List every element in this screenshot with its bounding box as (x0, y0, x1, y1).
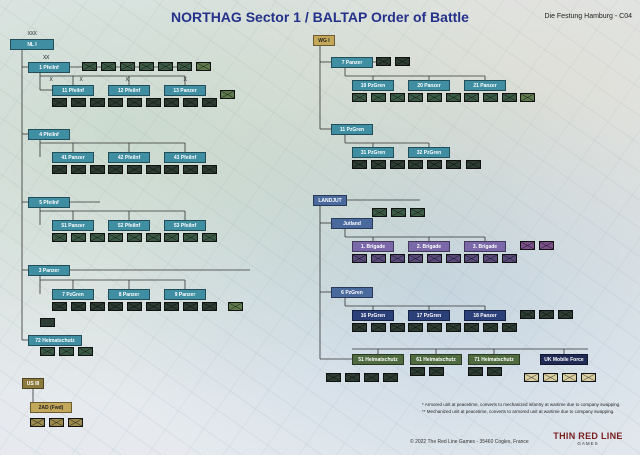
unit-symbol[interactable] (164, 165, 179, 174)
unit-symbol[interactable] (383, 373, 398, 382)
unit-symbol[interactable] (52, 165, 67, 174)
brigade-52[interactable]: 52 Pfeilnf (108, 220, 150, 231)
heimatschutz-72[interactable]: 72 Heimatschutz (28, 335, 82, 346)
unit-symbol[interactable] (352, 323, 367, 332)
unit-symbol[interactable] (539, 310, 554, 319)
unit-symbol[interactable] (127, 165, 142, 174)
brigade-13[interactable]: 13 Panzer (164, 85, 206, 96)
unit-symbol[interactable] (364, 373, 379, 382)
unit-symbol[interactable] (59, 347, 74, 356)
note-mechanized: ** Mechanized unit at peacetime, converts to armored unit at wartime due to company swapping. (422, 409, 615, 414)
unit-symbol[interactable] (30, 418, 45, 427)
unit-symbol[interactable] (202, 98, 217, 107)
unit-symbol[interactable] (502, 254, 517, 263)
publisher-logo (548, 432, 628, 447)
unit-symbol[interactable] (101, 62, 116, 71)
unit-symbol[interactable] (220, 90, 235, 99)
heimatschutz-61[interactable]: 61 Heimatschutz (410, 354, 462, 365)
unit-symbol[interactable] (139, 62, 154, 71)
corps-us3[interactable]: US III (22, 378, 44, 389)
brigade-1[interactable]: 1. Brigade (352, 241, 394, 252)
unit-symbol[interactable] (539, 241, 554, 250)
brigade-32[interactable]: 32 PzGren (408, 147, 450, 158)
brigade-51[interactable]: 51 Panzer (52, 220, 94, 231)
brigade-7[interactable]: 7 PzGren (52, 289, 94, 300)
unit-symbol[interactable] (464, 93, 479, 102)
corps-wg1[interactable]: WG I (313, 35, 335, 46)
unit-symbol[interactable] (108, 302, 123, 311)
unit-symbol[interactable] (146, 233, 161, 242)
unit-symbol[interactable] (183, 165, 198, 174)
heimatschutz-51[interactable]: 51 Heimatschutz (352, 354, 404, 365)
echelon-div (56, 56, 80, 61)
unit-symbol[interactable] (90, 165, 105, 174)
division-11pzg[interactable]: 11 PzGren (331, 124, 373, 135)
unit-symbol[interactable] (390, 254, 405, 263)
corps-nl1[interactable]: NL I (10, 39, 54, 50)
copyright: © 2022 The Red Line Games - 35460 Cogles, France (410, 439, 529, 445)
division-5[interactable]: 5 Pfeilnf (28, 197, 70, 208)
unit-symbol[interactable] (71, 233, 86, 242)
unit-symbol[interactable] (352, 93, 367, 102)
brigade-20[interactable]: 20 Panzer (408, 80, 450, 91)
unit-symbol[interactable] (82, 62, 97, 71)
note-armored: * Armored unit at peacetime, converts to mechanized infantry at wartime due to company swapping. (422, 402, 621, 407)
division-2ad[interactable]: 2AD (Fwd) (30, 402, 72, 413)
unit-symbol[interactable] (177, 62, 192, 71)
brigade-31[interactable]: 31 PzGren (352, 147, 394, 158)
unit-symbol[interactable] (427, 160, 442, 169)
unit-symbol[interactable] (164, 233, 179, 242)
unit-symbol[interactable] (483, 93, 498, 102)
unit-symbol[interactable] (558, 310, 573, 319)
unit-symbol[interactable] (371, 160, 386, 169)
unit-symbol[interactable] (108, 165, 123, 174)
unit-symbol[interactable] (202, 233, 217, 242)
unit-symbol[interactable] (502, 323, 517, 332)
unit-symbol[interactable] (146, 302, 161, 311)
unit-symbol[interactable] (202, 165, 217, 174)
brigade-9[interactable]: 9 Panzer (164, 289, 206, 300)
unit-symbol[interactable] (183, 98, 198, 107)
brigade-3[interactable]: 3. Brigade (464, 241, 506, 252)
unit-symbol[interactable] (520, 241, 535, 250)
unit-symbol[interactable] (581, 373, 596, 382)
echelon-bde: X (49, 77, 53, 83)
unit-symbol[interactable] (49, 418, 64, 427)
unit-symbol[interactable] (164, 98, 179, 107)
unit-symbol[interactable] (429, 367, 444, 376)
logo-main: THIN RED LINE (553, 431, 623, 441)
unit-symbol[interactable] (446, 254, 461, 263)
brigade-18[interactable]: 18 Panzer (464, 310, 506, 321)
brigade-42[interactable]: 42 Pfeilnf (108, 152, 150, 163)
unit-symbol[interactable] (446, 93, 461, 102)
brigade-2[interactable]: 2. Brigade (408, 241, 450, 252)
unit-symbol[interactable] (408, 254, 423, 263)
unit-symbol[interactable] (371, 254, 386, 263)
unit-symbol[interactable] (345, 373, 360, 382)
logo-sub: GAMES (577, 441, 599, 446)
echelon-bde: X (183, 77, 187, 83)
unit-symbol[interactable] (71, 302, 86, 311)
division-1[interactable]: 1 Pfeilnf (28, 62, 70, 73)
unit-symbol[interactable] (68, 418, 83, 427)
unit-symbol[interactable] (562, 373, 577, 382)
unit-symbol[interactable] (71, 98, 86, 107)
unit-symbol[interactable] (127, 302, 142, 311)
unit-symbol[interactable] (395, 57, 410, 66)
unit-symbol[interactable] (90, 302, 105, 311)
unit-symbol[interactable] (487, 367, 502, 376)
unit-symbol[interactable] (146, 165, 161, 174)
brigade-21[interactable]: 21 Panzer (464, 80, 506, 91)
unit-symbol[interactable] (164, 302, 179, 311)
division-3[interactable]: 3 Panzer (28, 265, 70, 276)
brigade-8[interactable]: 8 Panzer (108, 289, 150, 300)
corps-landjut[interactable]: LANDJUT (313, 195, 347, 206)
unit-symbol[interactable] (502, 93, 517, 102)
heimatschutz-71[interactable]: 71 Heimatschutz (468, 354, 520, 365)
unit-symbol[interactable] (120, 62, 135, 71)
echelon-div: XX (42, 55, 50, 61)
unit-symbol[interactable] (376, 57, 391, 66)
unit-symbol[interactable] (52, 233, 67, 242)
echelon-bde: X (79, 77, 83, 83)
unit-symbol[interactable] (408, 160, 423, 169)
unit-symbol[interactable] (146, 98, 161, 107)
unit-symbol[interactable] (524, 373, 539, 382)
unit-symbol[interactable] (483, 254, 498, 263)
unit-symbol[interactable] (464, 254, 479, 263)
unit-symbol[interactable] (410, 208, 425, 217)
division-6pzg[interactable]: 6 PzGren (331, 287, 373, 298)
unit-symbol[interactable] (372, 208, 387, 217)
division-4[interactable]: 4 Pfeilnf (28, 129, 70, 140)
unit-symbol[interactable] (390, 93, 405, 102)
unit-symbol[interactable] (446, 323, 461, 332)
unit-symbol[interactable] (468, 367, 483, 376)
brigade-17[interactable]: 17 PzGren (408, 310, 450, 321)
unit-symbol[interactable] (228, 302, 243, 311)
unit-symbol[interactable] (196, 62, 211, 71)
unit-symbol[interactable] (352, 160, 367, 169)
unit-symbol[interactable] (464, 323, 479, 332)
unit-symbol[interactable] (391, 208, 406, 217)
unit-symbol[interactable] (158, 62, 173, 71)
unit-symbol[interactable] (371, 323, 386, 332)
echelon-bde: X (125, 77, 129, 83)
unit-symbol[interactable] (183, 302, 198, 311)
unit-symbol[interactable] (52, 98, 67, 107)
unit-symbol[interactable] (78, 347, 93, 356)
division-jutland[interactable]: Jutland (331, 218, 373, 229)
unit-symbol[interactable] (410, 367, 425, 376)
unit-symbol[interactable] (520, 93, 535, 102)
unit-symbol[interactable] (108, 233, 123, 242)
unit-symbol[interactable] (90, 233, 105, 242)
unit-symbol[interactable] (427, 323, 442, 332)
unit-symbol[interactable] (390, 160, 405, 169)
unit-symbol[interactable] (427, 254, 442, 263)
unit-symbol[interactable] (390, 323, 405, 332)
brigade-12[interactable]: 12 Pfeilnf (108, 85, 150, 96)
brigade-53[interactable]: 53 Pfeilnf (164, 220, 206, 231)
unit-symbol[interactable] (90, 98, 105, 107)
unit-symbol[interactable] (71, 165, 86, 174)
unit-symbol[interactable] (202, 302, 217, 311)
unit-symbol[interactable] (127, 233, 142, 242)
unit-symbol[interactable] (183, 233, 198, 242)
brigade-43[interactable]: 43 Pfeilnf (164, 152, 206, 163)
unit-symbol[interactable] (408, 323, 423, 332)
unit-symbol[interactable] (127, 98, 142, 107)
unit-symbol[interactable] (483, 323, 498, 332)
brigade-16[interactable]: 16 PzGren (352, 310, 394, 321)
unit-symbol[interactable] (108, 98, 123, 107)
unit-symbol[interactable] (40, 318, 55, 327)
unit-symbol[interactable] (326, 373, 341, 382)
uk-mobile-force[interactable]: UK Mobile Force (540, 354, 588, 365)
division-7pz[interactable]: 7 Panzer (331, 57, 373, 68)
echelon-corps: XXX (27, 31, 37, 37)
unit-symbol[interactable] (446, 160, 461, 169)
unit-symbol[interactable] (371, 93, 386, 102)
brigade-19[interactable]: 19 PzGren (352, 80, 394, 91)
unit-symbol[interactable] (543, 373, 558, 382)
unit-symbol[interactable] (40, 347, 55, 356)
unit-symbol[interactable] (427, 93, 442, 102)
unit-symbol[interactable] (466, 160, 481, 169)
brigade-11[interactable]: 11 Pfeilnf (52, 85, 94, 96)
page-title: NORTHAG Sector 1 / BALTAP Order of Battle (171, 9, 469, 25)
unit-symbol[interactable] (52, 302, 67, 311)
brigade-41[interactable]: 41 Panzer (52, 152, 94, 163)
unit-symbol[interactable] (408, 93, 423, 102)
unit-symbol[interactable] (352, 254, 367, 263)
unit-symbol[interactable] (520, 310, 535, 319)
scenario-label: Die Festung Hamburg - C04 (544, 13, 632, 20)
